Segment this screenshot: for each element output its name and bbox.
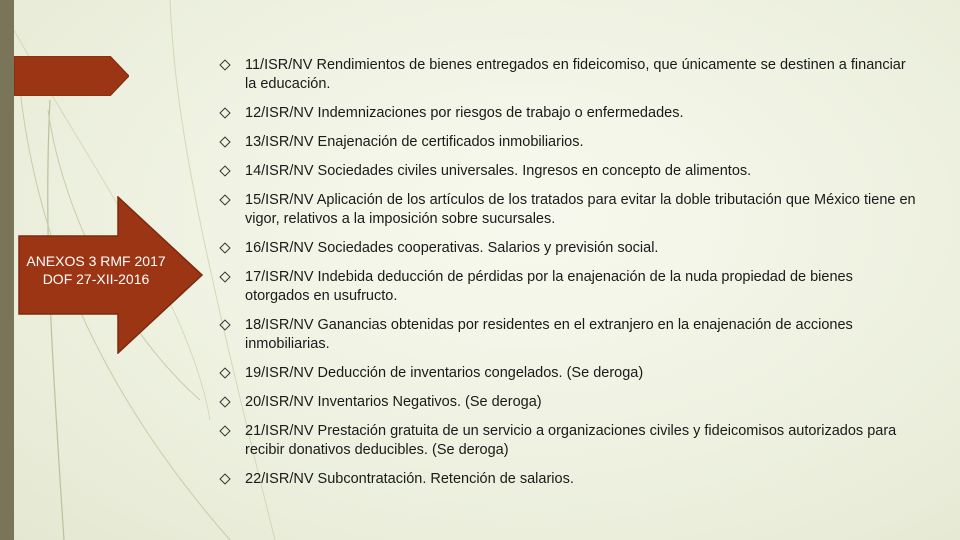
diamond-bullet-icon xyxy=(219,136,230,147)
item-code: 13/ISR/NV xyxy=(245,134,314,150)
diamond-bullet-icon xyxy=(219,473,230,484)
diamond-bullet-icon xyxy=(219,319,230,330)
item-code: 20/ISR/NV xyxy=(245,394,314,410)
item-text: Prestación gratuita de un servicio a organizaciones civiles y fideicomisos autorizados para recibir donativos deducibles. (Se deroga) xyxy=(245,423,897,458)
diamond-bullet-icon xyxy=(219,107,230,118)
item-text: Sociedades civiles universales. Ingresos en concepto de alimentos. xyxy=(313,163,752,179)
list-item xyxy=(218,422,918,460)
list-item xyxy=(218,393,918,412)
item-code: 18/ISR/NV xyxy=(245,317,314,333)
item-code: 17/ISR/NV xyxy=(245,269,314,285)
item-code: 16/ISR/NV xyxy=(245,240,314,256)
list-item xyxy=(218,162,918,181)
diamond-bullet-icon xyxy=(219,396,230,407)
item-text: Inventarios Negativos. (Se deroga) xyxy=(313,394,542,410)
arrow-label: ANEXOS 3 RMF 2017 DOF 27-XII-2016 xyxy=(26,253,166,287)
list-item xyxy=(218,268,918,306)
item-code: 14/ISR/NV xyxy=(245,163,314,179)
item-text: Aplicación de los artículos de los tratados para evitar la doble tributación que México tiene en vigor, relativos a la imposición sobre sucursales. xyxy=(245,192,916,227)
list-item xyxy=(218,470,918,489)
item-code: 11/ISR/NV xyxy=(245,57,313,73)
item-code: 21/ISR/NV xyxy=(245,423,314,439)
diamond-bullet-icon xyxy=(219,367,230,378)
item-code: 12/ISR/NV xyxy=(245,105,314,121)
item-text: Sociedades cooperativas. Salarios y previsión social. xyxy=(313,240,659,256)
diamond-bullet-icon xyxy=(219,242,230,253)
diamond-bullet-icon xyxy=(219,425,230,436)
list-item xyxy=(218,239,918,258)
diamond-bullet-icon xyxy=(219,271,230,282)
diamond-bullet-icon xyxy=(219,59,230,70)
list-item xyxy=(218,364,918,383)
diamond-bullet-icon xyxy=(219,165,230,176)
list-item xyxy=(218,104,918,123)
item-text: Rendimientos de bienes entregados en fideicomiso, que únicamente se destinen a financiar la educación. xyxy=(245,57,906,92)
item-code: 19/ISR/NV xyxy=(245,365,314,381)
item-list xyxy=(218,56,918,489)
list-item xyxy=(218,133,918,152)
list-item xyxy=(218,56,918,94)
list-item xyxy=(218,191,918,229)
item-text: Enajenación de certificados inmobiliarios. xyxy=(313,134,584,150)
diamond-bullet-icon xyxy=(219,194,230,205)
list-item xyxy=(218,316,918,354)
item-text: Indemnizaciones por riesgos de trabajo o enfermedades. xyxy=(313,105,684,121)
item-code: 15/ISR/NV xyxy=(245,192,314,208)
item-text: Ganancias obtenidas por residentes en el extranjero en la enajenación de acciones inmobiliarias. xyxy=(245,317,853,352)
item-text: Subcontratación. Retención de salarios. xyxy=(313,471,574,487)
item-text: Deducción de inventarios congelados. (Se deroga) xyxy=(313,365,644,381)
item-code: 22/ISR/NV xyxy=(245,471,314,487)
top-arrow-shape xyxy=(14,56,129,96)
item-text: Indebida deducción de pérdidas por la enajenación de la nuda propiedad de bienes otorgados en usufructo. xyxy=(245,269,853,304)
